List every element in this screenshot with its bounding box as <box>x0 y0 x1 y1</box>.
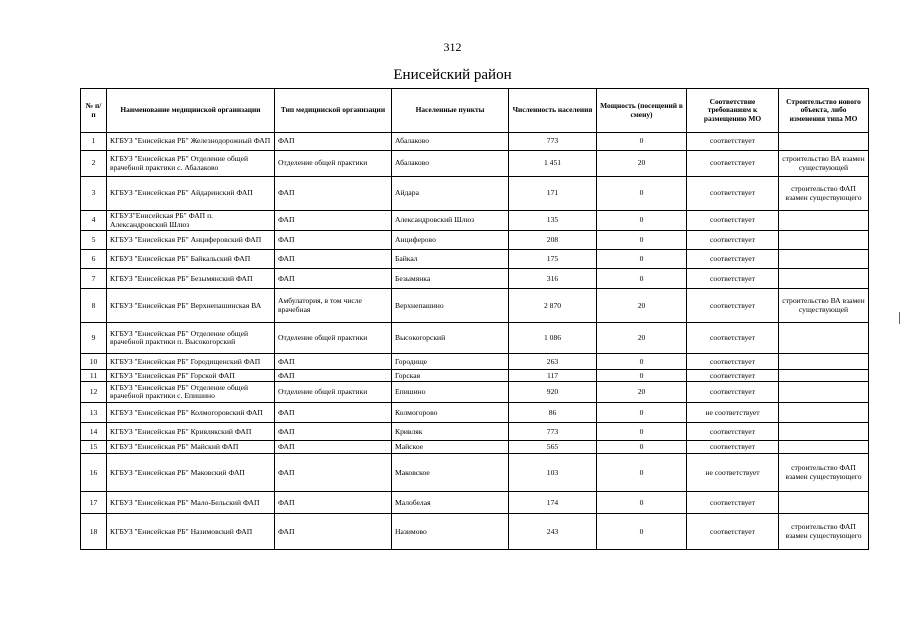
org-name-cell: КГБУЗ "Енисейская РБ" Отделение общей врачебной практики с. Абалаково <box>107 151 275 177</box>
row-number-cell: 7 <box>81 269 107 289</box>
population-cell: 243 <box>509 514 597 550</box>
construction-plan-cell <box>779 133 869 151</box>
settlement-cell: Малобелая <box>392 492 509 514</box>
construction-plan-cell: строительство ФАП взамен существующего <box>779 177 869 211</box>
settlement-cell: Маковское <box>392 454 509 492</box>
org-name-cell: КГБУЗ "Енисейская РБ" Горской ФАП <box>107 370 275 382</box>
settlement-cell: Абалаково <box>392 133 509 151</box>
population-cell: 1 451 <box>509 151 597 177</box>
header-cell: Численность населения <box>509 89 597 133</box>
org-name-cell: КГБУЗ "Енисейская РБ" Отделение общей врачебной практики п. Высокогорский <box>107 323 275 354</box>
construction-plan-cell <box>779 403 869 423</box>
population-cell: 103 <box>509 454 597 492</box>
org-name-cell: КГБУЗ "Енисейская РБ" Майский ФАП <box>107 441 275 454</box>
settlement-cell: Байкал <box>392 250 509 269</box>
construction-plan-cell: строительство ФАП взамен существующего <box>779 514 869 550</box>
compliance-status-cell: не соответствует <box>687 403 779 423</box>
row-number-cell: 13 <box>81 403 107 423</box>
row-number-cell: 2 <box>81 151 107 177</box>
capacity-cell: 0 <box>597 403 687 423</box>
compliance-status-cell: не соответствует <box>687 454 779 492</box>
population-cell: 175 <box>509 250 597 269</box>
population-cell: 773 <box>509 133 597 151</box>
row-number-cell: 8 <box>81 289 107 323</box>
table-row <box>81 441 869 454</box>
org-type-cell: ФАП <box>275 441 392 454</box>
population-cell: 316 <box>509 269 597 289</box>
row-number-cell: 12 <box>81 382 107 403</box>
compliance-status-cell: соответствует <box>687 151 779 177</box>
construction-plan-cell: строительство ВА взамен существующей <box>779 151 869 177</box>
capacity-cell: 0 <box>597 454 687 492</box>
compliance-status-cell: соответствует <box>687 382 779 403</box>
page-number: 312 <box>443 40 462 54</box>
capacity-cell: 20 <box>597 151 687 177</box>
org-name-cell: КГБУЗ"Енисейская РБ" ФАП п. Александровский Шлюз <box>107 211 275 231</box>
settlement-cell: Александровский Шлюз <box>392 211 509 231</box>
compliance-status-cell: соответствует <box>687 354 779 370</box>
table-row <box>81 177 869 211</box>
settlement-cell: Назимово <box>392 514 509 550</box>
table-row <box>81 250 869 269</box>
population-cell: 135 <box>509 211 597 231</box>
org-name-cell: КГБУЗ "Енисейская РБ" Мало-Бельский ФАП <box>107 492 275 514</box>
construction-plan-cell <box>779 423 869 441</box>
population-cell: 1 086 <box>509 323 597 354</box>
capacity-cell: 0 <box>597 133 687 151</box>
header-cell: Мощность (посещений в смену) <box>597 89 687 133</box>
row-number-cell: 4 <box>81 211 107 231</box>
table-row <box>81 323 869 354</box>
table-row <box>81 423 869 441</box>
table-row <box>81 514 869 550</box>
org-name-cell: КГБУЗ "Енисейская РБ" Городищенский ФАП <box>107 354 275 370</box>
settlement-cell: Кривляк <box>392 423 509 441</box>
population-cell: 263 <box>509 354 597 370</box>
row-number-cell: 9 <box>81 323 107 354</box>
row-number-cell: 6 <box>81 250 107 269</box>
settlement-cell: Высокогорский <box>392 323 509 354</box>
population-cell: 174 <box>509 492 597 514</box>
capacity-cell: 0 <box>597 441 687 454</box>
page-title: Енисейский район <box>393 67 512 83</box>
capacity-cell: 0 <box>597 370 687 382</box>
compliance-status-cell: соответствует <box>687 423 779 441</box>
org-name-cell: КГБУЗ "Енисейская РБ" Колмогоровский ФАП <box>107 403 275 423</box>
org-name-cell: КГБУЗ "Енисейская РБ" Маковский ФАП <box>107 454 275 492</box>
table-row <box>81 492 869 514</box>
org-type-cell: Отделение общей практики <box>275 151 392 177</box>
construction-plan-cell <box>779 269 869 289</box>
compliance-status-cell: соответствует <box>687 514 779 550</box>
construction-plan-cell <box>779 354 869 370</box>
capacity-cell: 20 <box>597 323 687 354</box>
settlement-cell: Колмогорово <box>392 403 509 423</box>
header-cell: Наименование медицинской организации <box>107 89 275 133</box>
org-name-cell: КГБУЗ "Енисейская РБ" Айдаринский ФАП <box>107 177 275 211</box>
org-type-cell: ФАП <box>275 133 392 151</box>
population-cell: 86 <box>509 403 597 423</box>
org-name-cell: КГБУЗ "Енисейская РБ" Назимовский ФАП <box>107 514 275 550</box>
settlement-cell: Майское <box>392 441 509 454</box>
header-cell: Тип медицинской организации <box>275 89 392 133</box>
construction-plan-cell <box>779 231 869 250</box>
org-type-cell: ФАП <box>275 269 392 289</box>
table-row <box>81 231 869 250</box>
construction-plan-cell <box>779 370 869 382</box>
population-cell: 117 <box>509 370 597 382</box>
org-type-cell: Отделение общей практики <box>275 382 392 403</box>
org-type-cell: ФАП <box>275 354 392 370</box>
org-type-cell: ФАП <box>275 250 392 269</box>
org-type-cell: ФАП <box>275 211 392 231</box>
compliance-status-cell: соответствует <box>687 370 779 382</box>
construction-plan-cell: строительство ФАП взамен существующего <box>779 454 869 492</box>
population-cell: 2 870 <box>509 289 597 323</box>
table-row <box>81 133 869 151</box>
settlement-cell: Городище <box>392 354 509 370</box>
header-cell: Соответствие требованиям к размещению МО <box>687 89 779 133</box>
population-cell: 171 <box>509 177 597 211</box>
capacity-cell: 0 <box>597 231 687 250</box>
compliance-status-cell: соответствует <box>687 441 779 454</box>
construction-plan-cell <box>779 323 869 354</box>
table-row <box>81 370 869 382</box>
capacity-cell: 0 <box>597 177 687 211</box>
capacity-cell: 0 <box>597 492 687 514</box>
construction-plan-cell <box>779 250 869 269</box>
row-number-cell: 11 <box>81 370 107 382</box>
table-row <box>81 403 869 423</box>
margin-mark <box>899 312 900 324</box>
facilities-table <box>80 88 869 550</box>
header-cell: № п/п <box>81 89 107 133</box>
capacity-cell: 0 <box>597 514 687 550</box>
org-type-cell: ФАП <box>275 370 392 382</box>
row-number-cell: 14 <box>81 423 107 441</box>
compliance-status-cell: соответствует <box>687 177 779 211</box>
org-name-cell: КГБУЗ "Енисейская РБ" Железнодорожный ФАП <box>107 133 275 151</box>
org-type-cell: ФАП <box>275 423 392 441</box>
org-type-cell: Отделение общей практики <box>275 323 392 354</box>
org-type-cell: Амбулатория, в том числе врачебная <box>275 289 392 323</box>
capacity-cell: 0 <box>597 423 687 441</box>
header-cell: Населенные пункты <box>392 89 509 133</box>
capacity-cell: 20 <box>597 289 687 323</box>
org-name-cell: КГБУЗ "Енисейская РБ" Безымянский ФАП <box>107 269 275 289</box>
compliance-status-cell: соответствует <box>687 231 779 250</box>
header-cell: Строительство нового объекта, либо изменения типа МО <box>779 89 869 133</box>
construction-plan-cell <box>779 441 869 454</box>
table-row <box>81 151 869 177</box>
compliance-status-cell: соответствует <box>687 492 779 514</box>
settlement-cell: Анциферово <box>392 231 509 250</box>
capacity-cell: 0 <box>597 250 687 269</box>
row-number-cell: 17 <box>81 492 107 514</box>
org-name-cell: КГБУЗ "Енисейская РБ" Верхнепашинская ВА <box>107 289 275 323</box>
table-body <box>81 133 869 550</box>
capacity-cell: 0 <box>597 211 687 231</box>
org-name-cell: КГБУЗ "Енисейская РБ" Байкальский ФАП <box>107 250 275 269</box>
capacity-cell: 0 <box>597 269 687 289</box>
settlement-cell: Безымянка <box>392 269 509 289</box>
settlement-cell: Верхнепашино <box>392 289 509 323</box>
row-number-cell: 16 <box>81 454 107 492</box>
row-number-cell: 10 <box>81 354 107 370</box>
capacity-cell: 20 <box>597 382 687 403</box>
header-row <box>81 89 869 133</box>
compliance-status-cell: соответствует <box>687 133 779 151</box>
settlement-cell: Айдара <box>392 177 509 211</box>
row-number-cell: 1 <box>81 133 107 151</box>
org-type-cell: ФАП <box>275 231 392 250</box>
org-type-cell: ФАП <box>275 454 392 492</box>
compliance-status-cell: соответствует <box>687 323 779 354</box>
org-type-cell: ФАП <box>275 177 392 211</box>
row-number-cell: 5 <box>81 231 107 250</box>
population-cell: 920 <box>509 382 597 403</box>
population-cell: 565 <box>509 441 597 454</box>
construction-plan-cell <box>779 382 869 403</box>
construction-plan-cell <box>779 211 869 231</box>
population-cell: 208 <box>509 231 597 250</box>
settlement-cell: Горская <box>392 370 509 382</box>
org-name-cell: КГБУЗ "Енисейская РБ" Отделение общей врачебной практики с. Епишино <box>107 382 275 403</box>
compliance-status-cell: соответствует <box>687 289 779 323</box>
settlement-cell: Епишино <box>392 382 509 403</box>
org-type-cell: ФАП <box>275 514 392 550</box>
org-name-cell: КГБУЗ "Енисейская РБ" Анциферовский ФАП <box>107 231 275 250</box>
construction-plan-cell: строительство ВА взамен существующей <box>779 289 869 323</box>
row-number-cell: 15 <box>81 441 107 454</box>
row-number-cell: 3 <box>81 177 107 211</box>
org-type-cell: ФАП <box>275 492 392 514</box>
org-type-cell: ФАП <box>275 403 392 423</box>
table-row <box>81 211 869 231</box>
settlement-cell: Абалаково <box>392 151 509 177</box>
compliance-status-cell: соответствует <box>687 250 779 269</box>
table-row <box>81 354 869 370</box>
table-row <box>81 289 869 323</box>
compliance-status-cell: соответствует <box>687 211 779 231</box>
compliance-status-cell: соответствует <box>687 269 779 289</box>
table-row <box>81 382 869 403</box>
table-row <box>81 269 869 289</box>
table-row <box>81 454 869 492</box>
row-number-cell: 18 <box>81 514 107 550</box>
org-name-cell: КГБУЗ "Енисейская РБ" Кривлякский ФАП <box>107 423 275 441</box>
capacity-cell: 0 <box>597 354 687 370</box>
construction-plan-cell <box>779 492 869 514</box>
population-cell: 773 <box>509 423 597 441</box>
